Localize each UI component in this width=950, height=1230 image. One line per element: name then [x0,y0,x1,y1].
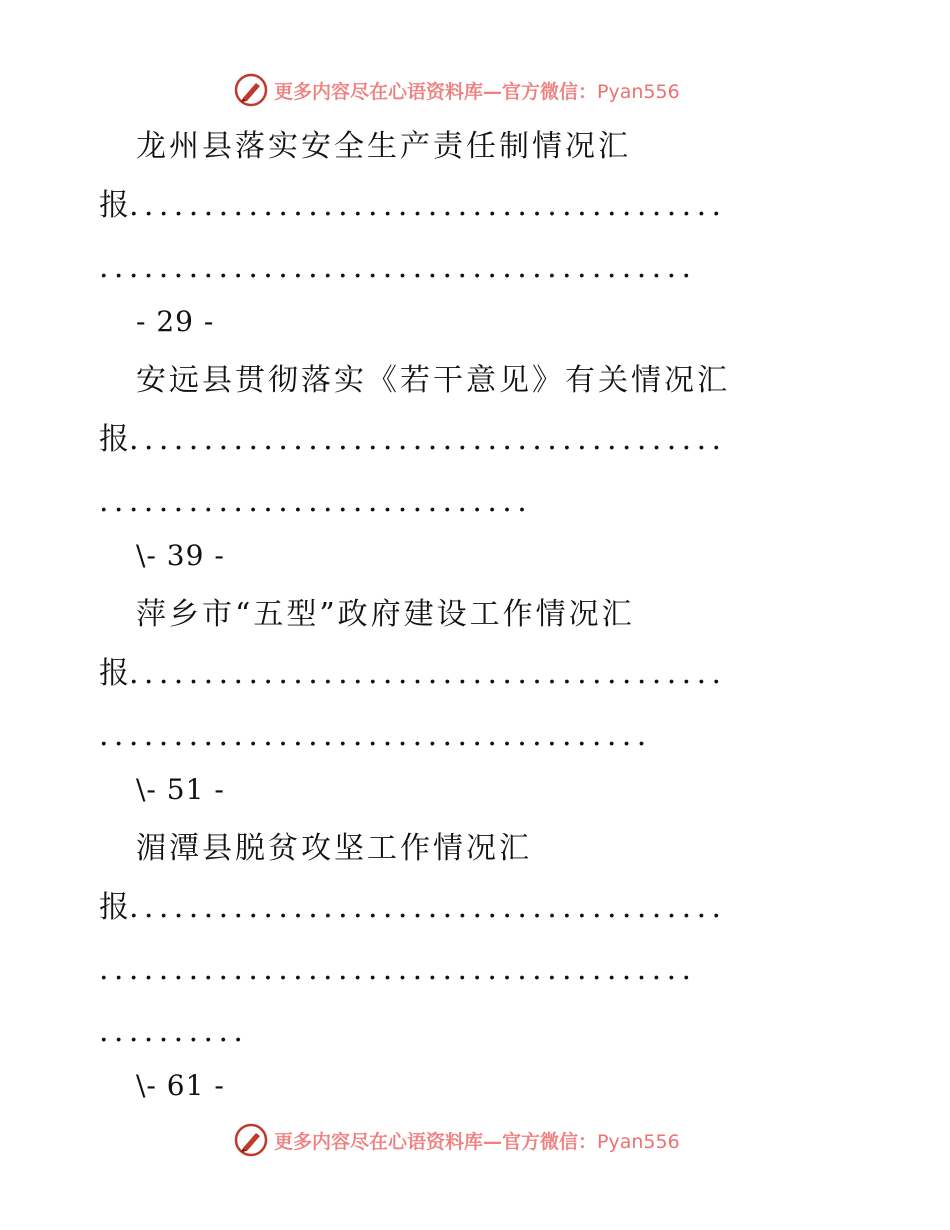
toc-leader-dots-continued: ........................................ [99,250,697,285]
toc-page-number: \- 51 - [136,773,225,806]
toc-leader-dots-continued: .......... [99,1014,249,1049]
toc-page-number: \- 61 - [136,1069,225,1102]
toc-leader-dots: ........................................ [129,188,727,223]
watermark-text: 更多内容尽在心语资料库—官方微信：Pyan556 [274,80,680,103]
toc-entry-lead-char: 报 [99,422,129,457]
toc-entry-lead-char: 报 [99,890,129,925]
toc-entry-leader-row [99,186,726,226]
toc-entry-lead-char: 报 [99,656,129,691]
toc-entry-leader-row [99,888,726,928]
pen-logo-icon [234,73,268,107]
toc-entry-title: 萍乡市“五型”政府建设工作情况汇 [136,597,635,632]
toc-entry-title: 湄潭县脱贫攻坚工作情况汇 [136,831,532,866]
watermark-header [234,72,680,108]
toc-entry-lead-char: 报 [99,188,129,223]
toc-leader-dots-continued: ..................................... [99,718,652,753]
toc-leader-dots: ........................................ [129,656,727,691]
toc-leader-dots: ........................................ [129,890,727,925]
toc-entry-leader-row [99,420,726,460]
toc-entry-title: 安远县贯彻落实《若干意见》有关情况汇 [136,363,730,398]
toc-leader-dots: ........................................ [129,422,727,457]
toc-leader-dots-continued: ............................. [99,484,533,519]
watermark-footer [234,1122,680,1158]
toc-page-number: - 29 - [136,305,215,338]
watermark-text: 更多内容尽在心语资料库—官方微信：Pyan556 [274,1130,680,1153]
toc-entry-title: 龙州县落实安全生产责任制情况汇 [136,129,631,164]
pen-logo-icon [234,1123,268,1157]
toc-leader-dots-continued: ........................................ [99,952,697,987]
toc-page-number: \- 39 - [136,539,225,572]
toc-entry-leader-row [99,654,726,694]
